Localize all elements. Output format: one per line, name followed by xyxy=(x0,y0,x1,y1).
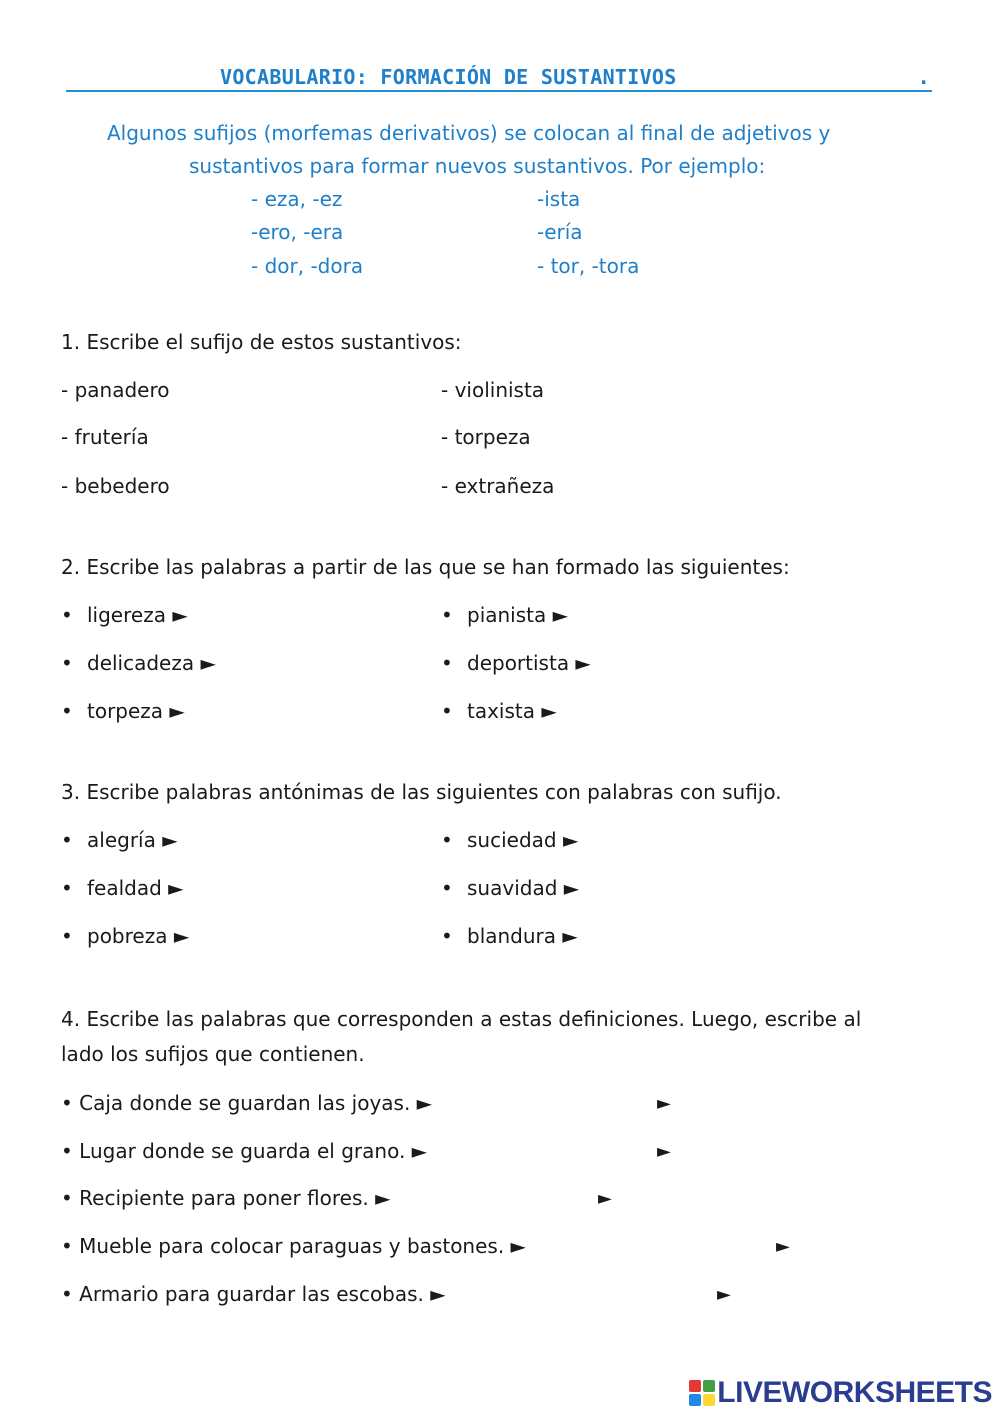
ex3-item: suciedad ► xyxy=(467,828,579,852)
ex1-word: - bebedero xyxy=(61,474,170,498)
suffix-right-3: - tor, -tora xyxy=(537,254,640,278)
bullet: • xyxy=(61,924,73,948)
bullet: • xyxy=(441,603,453,627)
bullet: • xyxy=(441,699,453,723)
logo-text: LIVEWORKSHEETS xyxy=(717,1376,992,1409)
bullet: • xyxy=(61,603,73,627)
intro-line-1: Algunos sufijos (morfemas derivativos) se colocan al final de adjetivos y xyxy=(107,121,831,145)
bullet: • xyxy=(441,828,453,852)
ex1-word: - panadero xyxy=(61,378,170,402)
ex1-word: - extrañeza xyxy=(441,474,555,498)
answer-arrow: ► xyxy=(657,1093,671,1114)
bullet: • xyxy=(441,924,453,948)
ex4-heading-line-2: lado los sufijos que contienen. xyxy=(61,1042,365,1066)
ex2-item: pianista ► xyxy=(467,603,568,627)
title-text: VOCABULARIO: FORMACIÓN DE SUSTANTIVOS xyxy=(220,65,677,89)
bullet: • xyxy=(441,876,453,900)
ex4-definition: • Caja donde se guardan las joyas. ► xyxy=(61,1091,433,1115)
ex2-item: delicadeza ► xyxy=(87,651,216,675)
ex2-item: taxista ► xyxy=(467,699,557,723)
title-end-dot: . xyxy=(917,65,930,89)
ex4-definition: • Mueble para colocar paraguas y bastones. ► xyxy=(61,1234,526,1258)
ex4-definition: • Lugar donde se guarda el grano. ► xyxy=(61,1139,428,1163)
ex1-word: - frutería xyxy=(61,425,149,449)
answer-arrow: ► xyxy=(776,1236,790,1257)
ex1-word: - torpeza xyxy=(441,425,531,449)
ex2-item: ligereza ► xyxy=(87,603,188,627)
ex4-heading-line-1: 4. Escribe las palabras que corresponden a estas definiciones. Luego, escribe al xyxy=(61,1007,862,1031)
bullet: • xyxy=(441,651,453,675)
ex4-definition: • Recipiente para poner flores. ► xyxy=(61,1186,391,1210)
ex4-definition: • Armario para guardar las escobas. ► xyxy=(61,1282,446,1306)
bullet: • xyxy=(61,876,73,900)
bullet: • xyxy=(61,651,73,675)
ex2-heading: 2. Escribe las palabras a partir de las que se han formado las siguientes: xyxy=(61,555,790,579)
ex3-item: pobreza ► xyxy=(87,924,190,948)
ex1-word: - violinista xyxy=(441,378,545,402)
ex2-item: deportista ► xyxy=(467,651,591,675)
answer-arrow: ► xyxy=(717,1284,731,1305)
bullet: • xyxy=(61,699,73,723)
ex1-heading: 1. Escribe el sufijo de estos sustantivos: xyxy=(61,330,462,354)
suffix-left-1: - eza, -ez xyxy=(251,187,343,211)
ex3-item: suavidad ► xyxy=(467,876,580,900)
suffix-left-2: -ero, -era xyxy=(251,220,344,244)
ex3-item: alegría ► xyxy=(87,828,178,852)
ex2-item: torpeza ► xyxy=(87,699,185,723)
suffix-left-3: - dor, -dora xyxy=(251,254,364,278)
liveworksheets-logo[interactable] xyxy=(689,1376,992,1410)
ex3-item: blandura ► xyxy=(467,924,578,948)
bullet: • xyxy=(61,828,73,852)
page-title xyxy=(66,62,932,92)
suffix-right-2: -ería xyxy=(537,220,583,244)
answer-arrow: ► xyxy=(598,1188,612,1209)
intro-line-2: sustantivos para formar nuevos sustantivos. Por ejemplo: xyxy=(189,154,766,178)
suffix-right-1: -ista xyxy=(537,187,581,211)
answer-arrow: ► xyxy=(657,1141,671,1162)
ex3-heading: 3. Escribe palabras antónimas de las siguientes con palabras con sufijo. xyxy=(61,780,782,804)
ex3-item: fealdad ► xyxy=(87,876,184,900)
logo-blocks-icon xyxy=(689,1380,715,1406)
